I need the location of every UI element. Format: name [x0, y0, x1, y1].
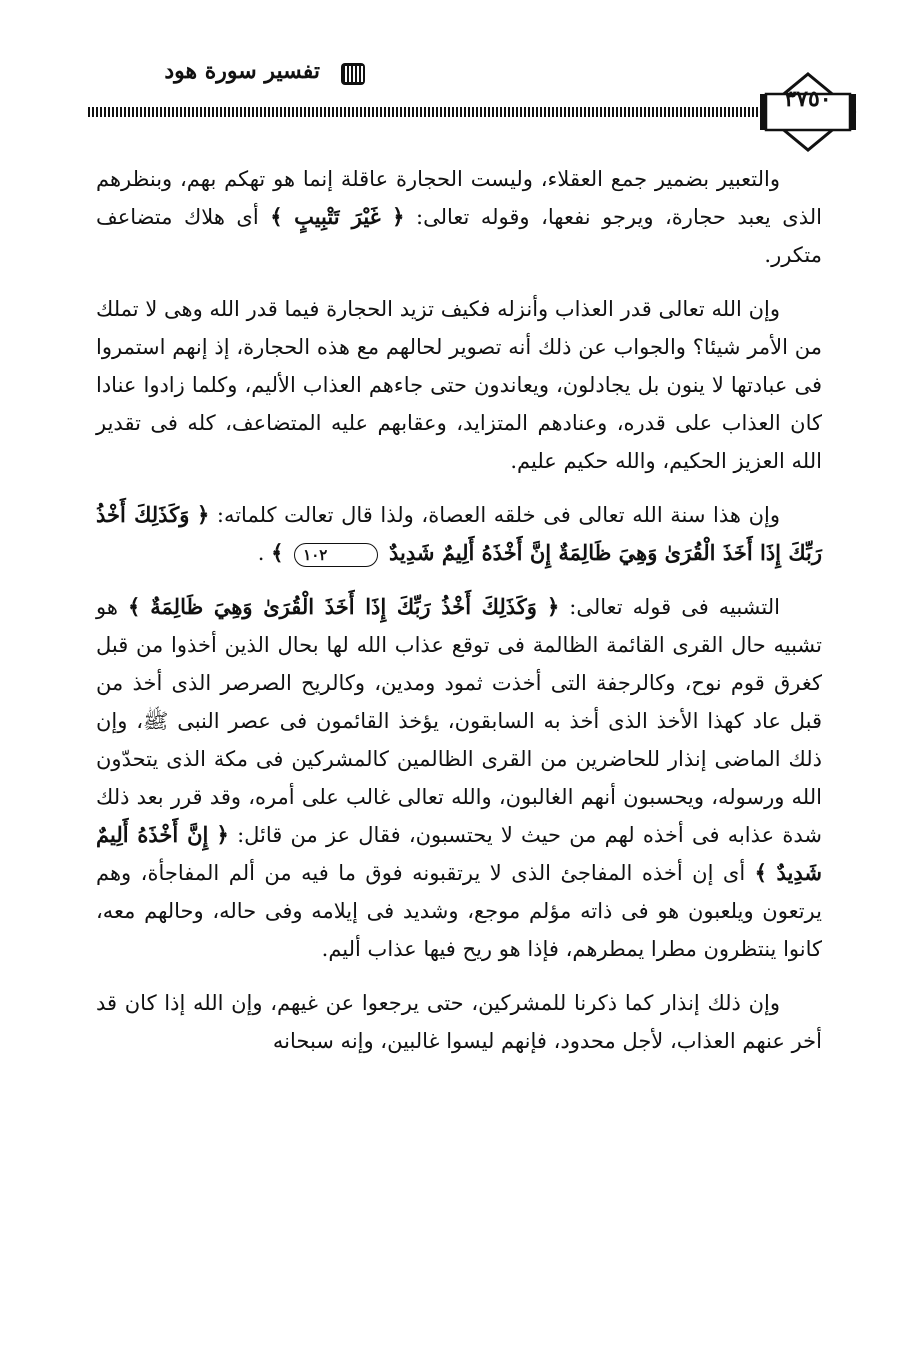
quran-verse: غَيْرَ تَتْبِيبٍ: [294, 204, 381, 229]
paragraph-1: [96, 160, 822, 274]
quran-bracket-open: ﴿: [196, 502, 210, 527]
quran-verse: إِنَّ أَخْذَهُ أَلِيمٌ شَدِيدٌ: [96, 822, 822, 885]
paragraph-4: [96, 588, 822, 968]
paragraph-text: هو تشبيه حال القرى القائمة الظالمة فى توقع عذاب الله لها بحال الذين أخذوا من قبل كغرق قوم نوح، وكالرجفة التى أخذت ثمود ومدين، وكالريح الصرصر الذى أخذ من قبل عاد كهذا الأخذ الذى أخذ به السابقون، يؤخذ القائمون فى عصر النبى ﷺ، وإن ذلك الماضى إنذار للحاضرين من القرى الظالمين كالمشركين فى مكة الذى يتحدّون الله ورسوله، ويحسبون أنهم الغالبون، والله تعالى غالب على أمره، وقد قرر بعد ذلك شدة عذابه فى أخذه لهم من حيث لا يحتسبون، فقال عز من قائل:: [96, 595, 823, 847]
quran-verse: وَكَذَلِكَ أَخْذُ رَبِّكَ إِذَا أَخَذَ الْقُرَىٰ وَهِيَ ظَالِمَةٌ: [150, 594, 537, 619]
running-title: تفسير سورة هود: [164, 58, 320, 84]
quran-bracket-close: ﴾: [270, 204, 283, 229]
paragraph-text: وإن ذلك إنذار كما ذكرنا للمشركين، حتى يرجعوا عن غيهم، وإن الله إذا كان قد أخر عنهم العذاب، لأجل محدود، فإنهم ليسوا غالبين، وإنه سبحانه: [96, 991, 822, 1053]
decorative-bookmark-icon: [338, 60, 368, 88]
paragraph-text: .: [257, 541, 265, 565]
diamond-page-badge-icon: [758, 72, 858, 152]
quran-bracket-close: ﴾: [754, 860, 767, 885]
paragraph-text: والتعبير بضمير جمع العقلاء، وليست الحجارة عاقلة إنما هو تهكم بهم، وبنظرهم الذى يعبد حجارة، ويرجو نفعها، وقوله تعالى:: [96, 167, 822, 229]
page-body: [96, 160, 822, 1076]
paragraph-text: التشبيه فى قوله تعالى:: [559, 595, 780, 619]
quran-bracket-open: ﴿: [392, 204, 405, 229]
quran-verse: وَكَذَلِكَ أَخْذُ رَبِّكَ إِذَا أَخَذَ الْقُرَىٰ وَهِيَ ظَالِمَةٌ إِنَّ أَخْذَهُ أَلِيمٌ شَدِيدٌ: [96, 502, 822, 565]
quran-bracket-open: ﴿: [546, 594, 560, 619]
paragraph-text: وإن الله تعالى قدر العذاب وأنزله فكيف تزيد الحجارة فيما قدر الله وهى لا تملك من الأمر شيئا؟ والجواب عن ذلك أنه تصوير لحالهم مع هذه الحجارة، إذ إنهم استمروا فى عبادتها لا ينون بل يجادلون، ويعاندون حتى جاءهم العذاب الأليم، وكلما زادوا عنادا كان العذاب على قدره، وعنادهم المتزايد، وعقابهم عليه المتضاعف، كله فى تقدير الله العزيز الحكيم، والله حكيم عليم.: [96, 297, 822, 473]
quran-bracket-open: ﴿: [216, 822, 229, 847]
ayah-number-marker: ١٠٢: [294, 543, 378, 567]
quran-bracket-close: ﴾: [127, 594, 141, 619]
paragraph-text: أى إن أخذه المفاجئ الذى لا يرتقبونه فوق ما فيه من ألم المفاجأة، وهم يرتعون ويلعبون هو فى ذاته مؤلم موجع، وشديد فى إيلامه وفى حاله، وحالهم معه، كانوا ينتظرون مطرا يمطرهم، فإذا هو ريح فيها عذاب أليم.: [96, 861, 822, 961]
header-rule: [88, 107, 768, 117]
paragraph-text: وإن هذا سنة الله تعالى فى خلقه العصاة، ولذا قال تعالت كلماته:: [209, 503, 780, 527]
paragraph-text: أى هلاك متضاعف متكرر.: [96, 205, 822, 267]
paragraph-3: [96, 496, 822, 572]
paragraph-5: [96, 984, 822, 1060]
paragraph-2: [96, 290, 822, 480]
page-header: [0, 0, 921, 170]
quran-bracket-close: ﴾: [271, 540, 284, 565]
page-number: ٣٧٥٠: [784, 86, 832, 112]
